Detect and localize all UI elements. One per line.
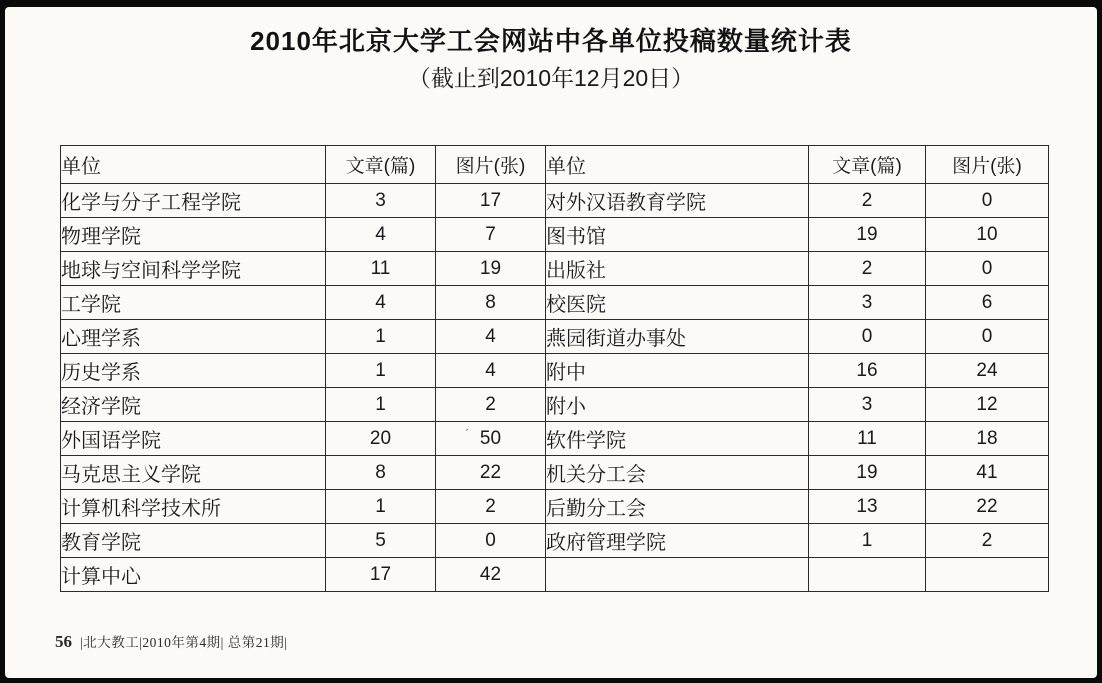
articles-cell: 19	[809, 218, 926, 252]
table-row	[61, 422, 1049, 456]
header-articles-right: 文章(篇)	[809, 146, 926, 184]
unit-cell: 软件学院	[546, 422, 809, 456]
table-row	[61, 354, 1049, 388]
pictures-cell: 6	[926, 286, 1049, 320]
pictures-cell: 18	[926, 422, 1049, 456]
pictures-cell: 12	[926, 388, 1049, 422]
header-articles-left: 文章(篇)	[326, 146, 436, 184]
unit-cell	[546, 558, 809, 592]
unit-cell: 图书馆	[546, 218, 809, 252]
articles-cell: 2	[809, 184, 926, 218]
table-body	[61, 184, 1049, 592]
articles-cell: 1	[809, 524, 926, 558]
articles-cell: 1	[326, 354, 436, 388]
page-title: 2010年北京大学工会网站中各单位投稿数量统计表	[250, 26, 852, 56]
unit-cell: 物理学院	[61, 218, 326, 252]
articles-cell: 4	[326, 286, 436, 320]
articles-cell: 11	[809, 422, 926, 456]
page-footer	[55, 631, 287, 652]
articles-cell: 1	[326, 320, 436, 354]
unit-cell: 地球与空间科学学院	[61, 252, 326, 286]
submission-stats-table	[60, 145, 1049, 592]
unit-cell: 经济学院	[61, 388, 326, 422]
pictures-cell: 7	[436, 218, 546, 252]
unit-cell: 政府管理学院	[546, 524, 809, 558]
articles-cell: 1	[326, 388, 436, 422]
unit-cell: 化学与分子工程学院	[61, 184, 326, 218]
articles-cell: 4	[326, 218, 436, 252]
table-row	[61, 252, 1049, 286]
pictures-cell: 22	[926, 490, 1049, 524]
pictures-cell: ˊ 50	[436, 422, 546, 456]
header-unit-right: 单位	[546, 146, 809, 184]
table-row	[61, 286, 1049, 320]
pictures-cell: 42	[436, 558, 546, 592]
table-row	[61, 456, 1049, 490]
unit-cell: 燕园街道办事处	[546, 320, 809, 354]
articles-cell: 3	[326, 184, 436, 218]
pictures-cell: 2	[436, 490, 546, 524]
unit-cell: 工学院	[61, 286, 326, 320]
table-row	[61, 388, 1049, 422]
unit-cell: 校医院	[546, 286, 809, 320]
table-header-row	[61, 146, 1049, 184]
unit-cell: 后勤分工会	[546, 490, 809, 524]
table-row	[61, 320, 1049, 354]
articles-cell: 8	[326, 456, 436, 490]
articles-cell: 5	[326, 524, 436, 558]
pictures-cell: 8	[436, 286, 546, 320]
articles-cell: 0	[809, 320, 926, 354]
unit-cell: 历史学系	[61, 354, 326, 388]
page-number: 56	[55, 632, 72, 651]
pictures-cell: 0	[926, 184, 1049, 218]
table-row	[61, 184, 1049, 218]
journal-info: |北大教工|2010年第4期| 总第21期|	[80, 635, 288, 650]
unit-cell: 外国语学院	[61, 422, 326, 456]
pictures-cell: 0	[926, 252, 1049, 286]
unit-cell: 心理学系	[61, 320, 326, 354]
scan-artifact-mark: ˊ	[462, 425, 470, 442]
pictures-cell	[926, 558, 1049, 592]
pictures-cell: 41	[926, 456, 1049, 490]
articles-cell: 1	[326, 490, 436, 524]
pictures-cell: 0	[436, 524, 546, 558]
articles-cell: 3	[809, 388, 926, 422]
articles-cell: 19	[809, 456, 926, 490]
unit-cell: 机关分工会	[546, 456, 809, 490]
articles-cell: 3	[809, 286, 926, 320]
unit-cell: 附中	[546, 354, 809, 388]
pictures-cell: 2	[926, 524, 1049, 558]
table-row	[61, 490, 1049, 524]
table-row	[61, 524, 1049, 558]
articles-cell: 17	[326, 558, 436, 592]
unit-cell: 教育学院	[61, 524, 326, 558]
table-row	[61, 218, 1049, 252]
pictures-cell: 17	[436, 184, 546, 218]
header-pictures-left: 图片(张)	[436, 146, 546, 184]
unit-cell: 出版社	[546, 252, 809, 286]
pictures-cell: 19	[436, 252, 546, 286]
articles-cell: 16	[809, 354, 926, 388]
articles-cell: 20	[326, 422, 436, 456]
unit-cell: 计算中心	[61, 558, 326, 592]
pictures-cell: 4	[436, 320, 546, 354]
page-subtitle: （截止到2010年12月20日）	[407, 65, 695, 91]
articles-cell: 13	[809, 490, 926, 524]
scanned-page	[5, 7, 1097, 678]
pictures-cell: 2	[436, 388, 546, 422]
unit-cell: 附小	[546, 388, 809, 422]
unit-cell: 对外汉语教育学院	[546, 184, 809, 218]
articles-cell: 2	[809, 252, 926, 286]
articles-cell	[809, 558, 926, 592]
unit-cell: 马克思主义学院	[61, 456, 326, 490]
pictures-cell: 24	[926, 354, 1049, 388]
pictures-cell: 0	[926, 320, 1049, 354]
unit-cell: 计算机科学技术所	[61, 490, 326, 524]
pictures-cell: 4	[436, 354, 546, 388]
table-row	[61, 558, 1049, 592]
articles-cell: 11	[326, 252, 436, 286]
pictures-cell: 10	[926, 218, 1049, 252]
pictures-cell: 22	[436, 456, 546, 490]
header-unit-left: 单位	[61, 146, 326, 184]
header-pictures-right: 图片(张)	[926, 146, 1049, 184]
